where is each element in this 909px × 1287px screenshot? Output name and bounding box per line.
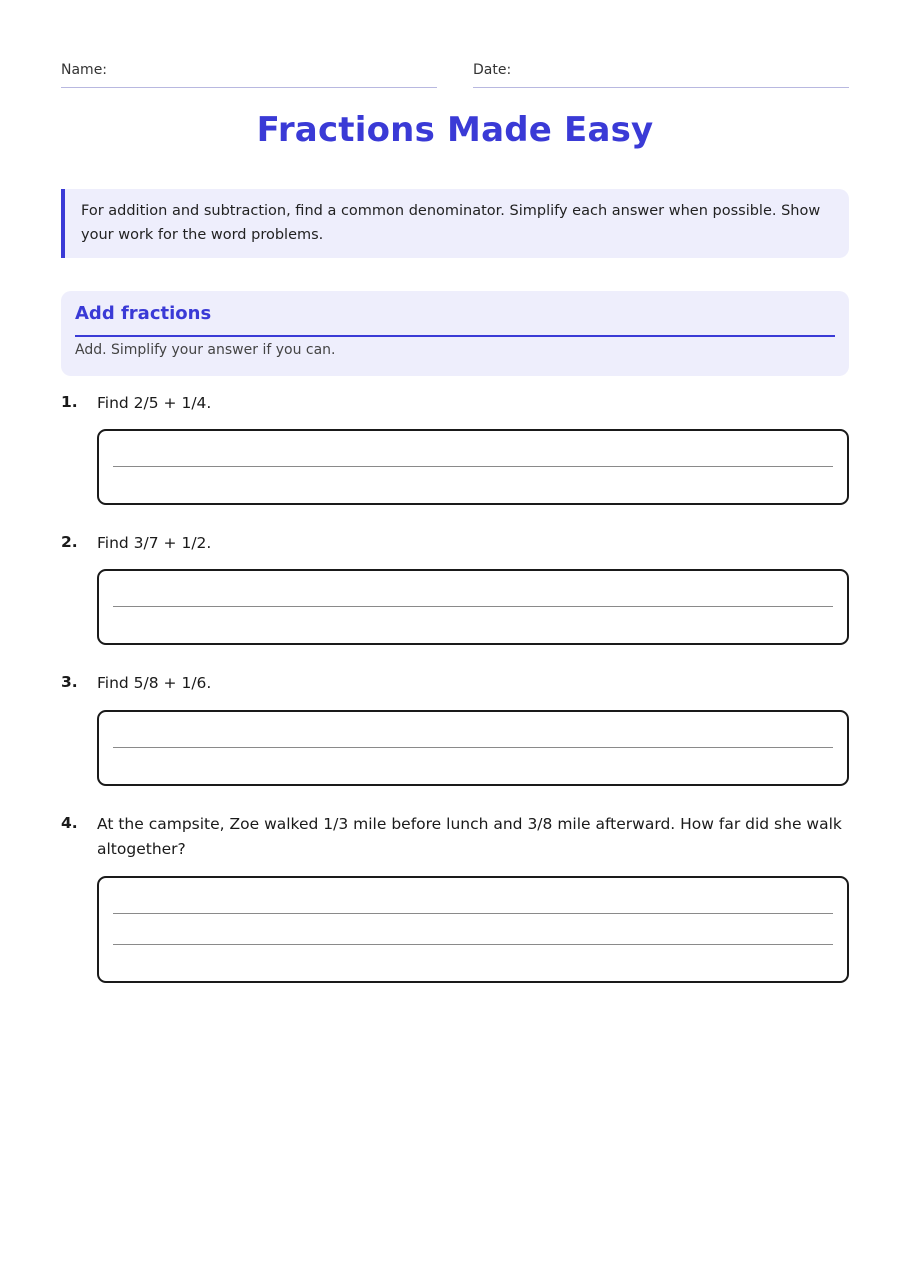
date-label: Date: bbox=[473, 62, 512, 78]
question-text: At the campsite, Zoe walked 1/3 mile before lunch and 3/8 mile afterward. How far did she walk altogether? bbox=[97, 815, 842, 858]
question-number: 4. bbox=[61, 814, 78, 832]
section-divider bbox=[75, 335, 835, 337]
question-number: 3. bbox=[61, 673, 78, 691]
answer-box[interactable] bbox=[97, 429, 849, 505]
section-subtitle: Add. Simplify your answer if you can. bbox=[75, 342, 336, 358]
question-number: 1. bbox=[61, 393, 78, 411]
question-number: 2. bbox=[61, 533, 78, 551]
section-header bbox=[61, 291, 849, 376]
page-title: Fractions Made Easy bbox=[256, 110, 654, 150]
question-text: Find 3/7 + 1/2. bbox=[97, 534, 212, 552]
answer-line bbox=[113, 913, 833, 914]
name-label: Name: bbox=[61, 62, 108, 78]
name-field[interactable] bbox=[61, 56, 437, 88]
answer-line bbox=[113, 747, 833, 748]
answer-line bbox=[113, 944, 833, 945]
date-field[interactable] bbox=[473, 56, 849, 88]
question-text: Find 2/5 + 1/4. bbox=[97, 394, 212, 412]
question-text: Find 5/8 + 1/6. bbox=[97, 674, 212, 692]
answer-line bbox=[113, 606, 833, 607]
answer-box[interactable] bbox=[97, 569, 849, 645]
header-row bbox=[61, 56, 849, 88]
instructions-text: For addition and subtraction, find a common denominator. Simplify each answer when possible. Show your work for the word problems. bbox=[81, 203, 821, 243]
answer-line bbox=[113, 466, 833, 467]
section-title: Add fractions bbox=[75, 303, 212, 324]
answer-box[interactable] bbox=[97, 710, 849, 786]
instructions-box bbox=[61, 189, 849, 258]
answer-box[interactable] bbox=[97, 876, 849, 983]
